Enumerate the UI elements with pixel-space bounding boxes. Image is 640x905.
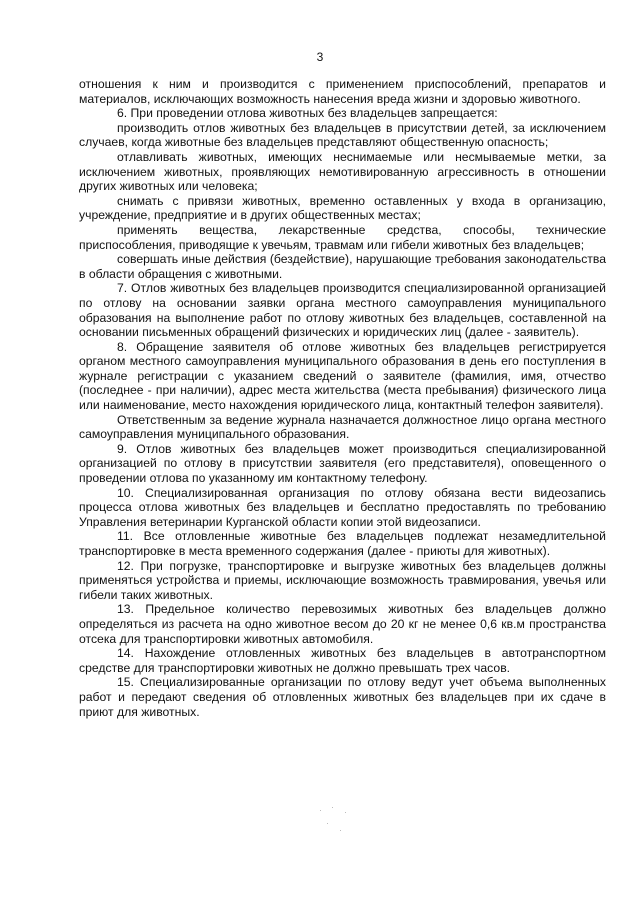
paragraph-continuation: отношения к ним и производится с применением приспособлений, препаратов и материалов, исключающих возможность нанесения вреда жизни и здоровью животного. [79,77,606,106]
scan-speck [345,812,346,813]
paragraph-item-14: 14. Нахождение отловленных животных без владельцев в автотранспортном средстве для транспортировки животных не должно превышать трех часов. [79,646,606,675]
scan-speck [320,810,321,811]
document-body [79,77,606,719]
paragraph-item-11: 11. Все отловленные животные без владельцев подлежат незамедлительной транспортировке в места временного содержания (далее - приюты для животных). [79,529,606,558]
paragraph-prohibition-leashed: снимать с привязи животных, временно оставленных у входа в организацию, учреждение, предприятие и в других общественных местах; [79,193,606,223]
paragraph-item-10: 10. Специализированная организация по отлову обязана вести видеозапись процесса отлова животных без владельцев и бесплатно предоставлять по требованию Управления ветеринарии Курганской области копии этой видеозаписи. [79,485,606,529]
page-number: 3 [316,50,324,64]
paragraph-prohibition-tagged: отлавливать животных, имеющих неснимаемые или несмываемые метки, за исключением животных, проявляющих немотивированную агрессивность в отношении других животных или человека; [79,149,606,194]
paragraph-item-6: 6. При проведении отлова животных без владельцев запрещается: [117,106,498,121]
scan-speck [332,807,333,808]
paragraph-item-15: 15. Специализированные организации по отлову ведут учет объема выполненных работ и передают сведения об отловленных животных без владельцев при их сдаче в приют для животных. [79,675,606,719]
paragraph-prohibition-children: производить отлов животных без владельцев в присутствии детей, за исключением случаев, когда животные без владельцев представляют общественную опасность; [79,120,606,150]
paragraph-item-9: 9. Отлов животных без владельцев может производиться специализированной организацией по отлову в присутствии заявителя (его представителя), оповещенного о проведении отлова по указанному им контактному телефону. [79,441,606,486]
paragraph-prohibition-substances: применять вещества, лекарственные средства, способы, технические приспособления, приводящие к увечьям, травмам или гибели животных без владельцев; [79,222,606,252]
scan-specks [318,806,358,836]
scan-speck [327,823,328,824]
paragraph-journal-responsible: Ответственным за ведение журнала назначается должностное лицо органа местного самоуправления муниципального образования. [79,412,606,442]
paragraph-item-8: 8. Обращение заявителя об отлове животных без владельцев регистрируется органом местного самоуправления муниципального образования в день его поступления в журнале регистрации с указанием сведений о заявителе (фамилия, имя, отчество (последнее - при наличии), адрес места жительства (места пребывания) физического лица или наименование, место нахождения юридического лица, контактный телефон заявителя). [79,339,606,413]
scan-speck [340,830,341,831]
paragraph-item-12: 12. При погрузке, транспортировке и выгрузке животных без владельцев должны применяться устройства и приемы, исключающие возможность травмирования, увечья или гибели таких животных. [79,558,606,602]
paragraph-item-13: 13. Предельное количество перевозимых животных без владельцев должно определяться из расчета на одно животное весом до 20 кг не менее 0,6 кв.м пространства отсека для транспортировки животных автомобиля. [79,602,606,646]
paragraph-prohibition-actions: совершать иные действия (бездействие), нарушающие требования законодательства в области обращения с животными. [79,252,606,281]
paragraph-item-7: 7. Отлов животных без владельцев производится специализированной организацией по отлову на основании заявки органа местного самоуправления муниципального образования на выполнение работ по отлову животных без владельцев, составленной на основании письменных обращений физических и юридических лиц (далее - заявитель). [79,281,606,340]
